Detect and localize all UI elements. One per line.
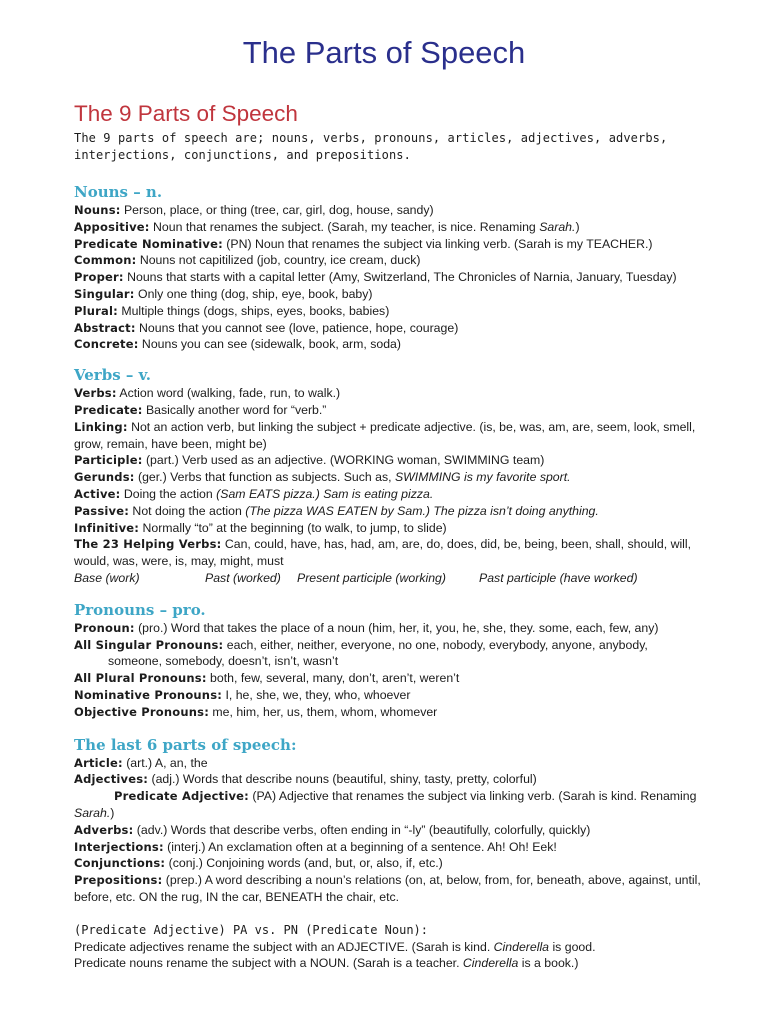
entry-definition: Only one thing (dog, ship, eye, book, baby)	[134, 286, 373, 301]
verb-entry	[74, 536, 728, 570]
pronouns-list	[74, 620, 728, 721]
entry-term: Participle:	[74, 453, 143, 468]
entry-term: Infinitive:	[74, 520, 140, 535]
line-italic: Cinderella	[462, 956, 519, 971]
entry-term: Active:	[74, 486, 121, 501]
entry-term: Predicate Nominative:	[74, 236, 223, 251]
intro-heading: The 9 Parts of Speech	[74, 101, 298, 126]
entry-term: Common:	[74, 253, 137, 268]
nouns-heading: Nouns – n.	[74, 183, 163, 201]
entry-definition: Nouns not capitilized (job, country, ice cream, duck)	[136, 253, 421, 268]
verbs-list	[74, 385, 728, 587]
part-entry	[74, 755, 728, 772]
last-six-list	[74, 755, 728, 906]
pronoun-entry	[74, 637, 728, 654]
entry-term: Adjectives:	[74, 772, 149, 787]
entry-definition: (PA) Adjective that renames the subject via linking verb. (Sarah is kind. Renaming	[248, 789, 697, 804]
entry-term: Interjections:	[74, 839, 164, 854]
entry-suffix: )	[110, 805, 115, 820]
noun-entry	[74, 320, 728, 337]
pronouns-heading: Pronouns – pro.	[74, 600, 206, 619]
verb-entry	[74, 503, 728, 520]
pronoun-entry	[74, 687, 728, 704]
entry-term: Objective Pronouns:	[74, 704, 210, 719]
entry-definition: (conj.) Conjoining words (and, but, or, also, if, etc.)	[165, 856, 443, 871]
pronoun-entry	[74, 670, 728, 687]
entry-definition: Can, could, have, has, had, am, are, do, does, did, be, being, been, shall, should, will, would, was, were, is, may, might, must	[74, 537, 692, 569]
entry-definition: (PN) Noun that renames the subject via linking verb. (Sarah is my TEACHER.)	[222, 236, 653, 251]
pronoun-entry-continued	[74, 653, 728, 670]
verb-entry	[74, 452, 728, 469]
entry-term: Conjunctions:	[74, 856, 166, 871]
verb-entry	[74, 419, 728, 453]
last-six-heading: The last 6 parts of speech:	[74, 735, 297, 754]
entry-term: Abstract:	[74, 320, 136, 335]
verb-form-past-participle: Past participle (have worked)	[479, 570, 638, 585]
verb-form-past: Past (worked)	[205, 570, 281, 585]
entry-term: Concrete:	[74, 337, 139, 352]
entry-italic: (The pizza WAS EATEN by Sam.) The pizza isn’t doing anything.	[245, 503, 599, 518]
line-text: Predicate nouns rename the subject with a NOUN. (Sarah is a teacher.	[74, 956, 463, 971]
part-entry	[74, 855, 728, 872]
entry-definition: (adv.) Words that describe verbs, often ending in “-ly” (beautifully, colorfully, quickly)	[133, 822, 591, 837]
verb-entry	[74, 486, 728, 503]
pronoun-entry	[74, 620, 728, 637]
entry-definition: Normally “to” at the beginning (to walk, to jump, to slide)	[139, 520, 447, 535]
pa-vs-pn-list	[74, 939, 728, 973]
entry-term: Singular:	[74, 286, 135, 301]
verb-entry	[74, 520, 728, 537]
entry-definition: Action word (walking, fade, run, to walk.)	[116, 386, 341, 401]
entry-definition: Nouns that you cannot see (love, patience, hope, courage)	[135, 320, 459, 335]
part-entry	[74, 788, 728, 822]
entry-term: Proper:	[74, 270, 124, 285]
line-italic: Cinderella	[493, 939, 550, 954]
entry-italic: Sarah.	[74, 805, 111, 820]
verb-form-base: Base (work)	[74, 570, 140, 585]
entry-definition: Nouns that starts with a capital letter (Amy, Switzerland, The Chronicles of Narnia, January, Tuesday)	[123, 270, 677, 285]
entry-term: All Singular Pronouns:	[74, 637, 224, 652]
verb-entry	[74, 385, 728, 402]
entry-definition: me, him, her, us, them, whom, whomever	[209, 704, 438, 719]
entry-term: Adverbs:	[74, 822, 134, 837]
verb-form-present-participle: Present participle (working)	[297, 570, 446, 585]
entry-italic: (Sam EATS pizza.) Sam is eating pizza.	[216, 486, 434, 501]
part-entry	[74, 839, 728, 856]
line-text: Predicate adjectives rename the subject with an ADJECTIVE. (Sarah is kind.	[74, 939, 494, 954]
entry-definition: (art.) A, an, the	[122, 755, 208, 770]
entry-definition: Not doing the action	[129, 503, 246, 518]
line-suffix: is a book.)	[518, 956, 579, 971]
entry-term: Linking:	[74, 419, 128, 434]
entry-term: Predicate Adjective:	[114, 789, 249, 804]
part-entry	[74, 822, 728, 839]
nouns-list	[74, 202, 728, 353]
entry-definition: Basically another word for “verb.”	[142, 402, 327, 417]
noun-entry	[74, 303, 728, 320]
part-entry	[74, 872, 728, 906]
entry-definition: (adj.) Words that describe nouns (beautiful, shiny, tasty, pretty, colorful)	[148, 772, 537, 787]
verb-forms-row	[74, 570, 728, 587]
entry-definition: (prep.) A word describing a noun’s relations (on, at, below, from, for, beneath, above, against, until, before, etc. ON the rug, IN the car, BENEATH the chair, etc.	[74, 873, 701, 904]
entry-definition: (interj.) An exclamation often at a beginning of a sentence. Ah! Oh! Eek!	[163, 839, 557, 854]
entry-term: Nouns:	[74, 203, 121, 217]
entry-term: Predicate:	[74, 402, 143, 417]
entry-term: Pronoun:	[74, 620, 135, 635]
entry-definition: (ger.) Verbs that function as subjects. Such as,	[134, 470, 395, 485]
pa-pn-line	[74, 955, 728, 972]
part-entry	[74, 771, 728, 788]
verb-entry	[74, 469, 728, 486]
line-suffix: is good.	[549, 939, 596, 954]
noun-entry	[74, 336, 728, 353]
verb-entry	[74, 402, 728, 419]
entry-definition: Noun that renames the subject. (Sarah, my teacher, is nice. Renaming	[149, 219, 540, 234]
entry-definition: each, either, neither, everyone, no one, nobody, everybody, anyone, anybody,	[223, 637, 648, 652]
entry-term: Nominative Pronouns:	[74, 687, 223, 702]
pa-vs-pn-heading: (Predicate Adjective) PA vs. PN (Predicate Noun):	[74, 922, 429, 937]
noun-entry	[74, 269, 728, 286]
entry-definition: someone, somebody, doesn’t, isn’t, wasn’t	[108, 654, 339, 669]
entry-definition: (pro.) Word that takes the place of a noun (him, her, it, you, he, she, they. some, each, few, any)	[134, 620, 659, 635]
entry-definition: Doing the action	[120, 486, 217, 501]
entry-definition: Nouns you can see (sidewalk, book, arm, soda)	[138, 337, 401, 352]
pronoun-entry	[74, 704, 728, 721]
noun-entry	[74, 219, 728, 236]
verbs-heading: Verbs – v.	[74, 366, 152, 385]
intro-text: The 9 parts of speech are; nouns, verbs, pronouns, articles, adjectives, adverbs, interjections, conjunctions, and prepositions.	[74, 131, 668, 162]
entry-term: The 23 Helping Verbs:	[74, 537, 222, 552]
noun-entry	[74, 252, 728, 269]
entry-definition: I, he, she, we, they, who, whoever	[222, 687, 411, 702]
pa-pn-line	[74, 939, 728, 956]
entry-definition: Not an action verb, but linking the subject + predicate adjective. (is, be, was, am, are, seem, look, smell, grow, remain, have been, might be)	[74, 419, 696, 451]
entry-definition: both, few, several, many, don’t, aren’t, weren’t	[206, 671, 460, 686]
entry-suffix: )	[575, 219, 580, 234]
entry-term: Appositive:	[74, 219, 150, 234]
entry-italic: Sarah.	[539, 219, 576, 234]
noun-entry	[74, 202, 728, 219]
noun-entry	[74, 286, 728, 303]
entry-definition: Person, place, or thing (tree, car, girl, dog, house, sandy)	[120, 203, 434, 217]
entry-term: Verbs:	[74, 386, 117, 401]
noun-entry	[74, 236, 728, 253]
entry-term: Gerunds:	[74, 470, 135, 485]
entry-term: Article:	[74, 755, 123, 770]
entry-term: Prepositions:	[74, 873, 163, 888]
entry-term: Passive:	[74, 503, 130, 518]
entry-definition: Multiple things (dogs, ships, eyes, books, babies)	[117, 303, 390, 318]
entry-term: Plural:	[74, 303, 118, 318]
entry-definition: (part.) Verb used as an adjective. (WORKING woman, SWIMMING team)	[142, 453, 545, 468]
entry-italic: SWIMMING is my favorite sport.	[394, 470, 571, 485]
page-title: The Parts of Speech	[242, 35, 526, 70]
entry-term: All Plural Pronouns:	[74, 671, 207, 686]
